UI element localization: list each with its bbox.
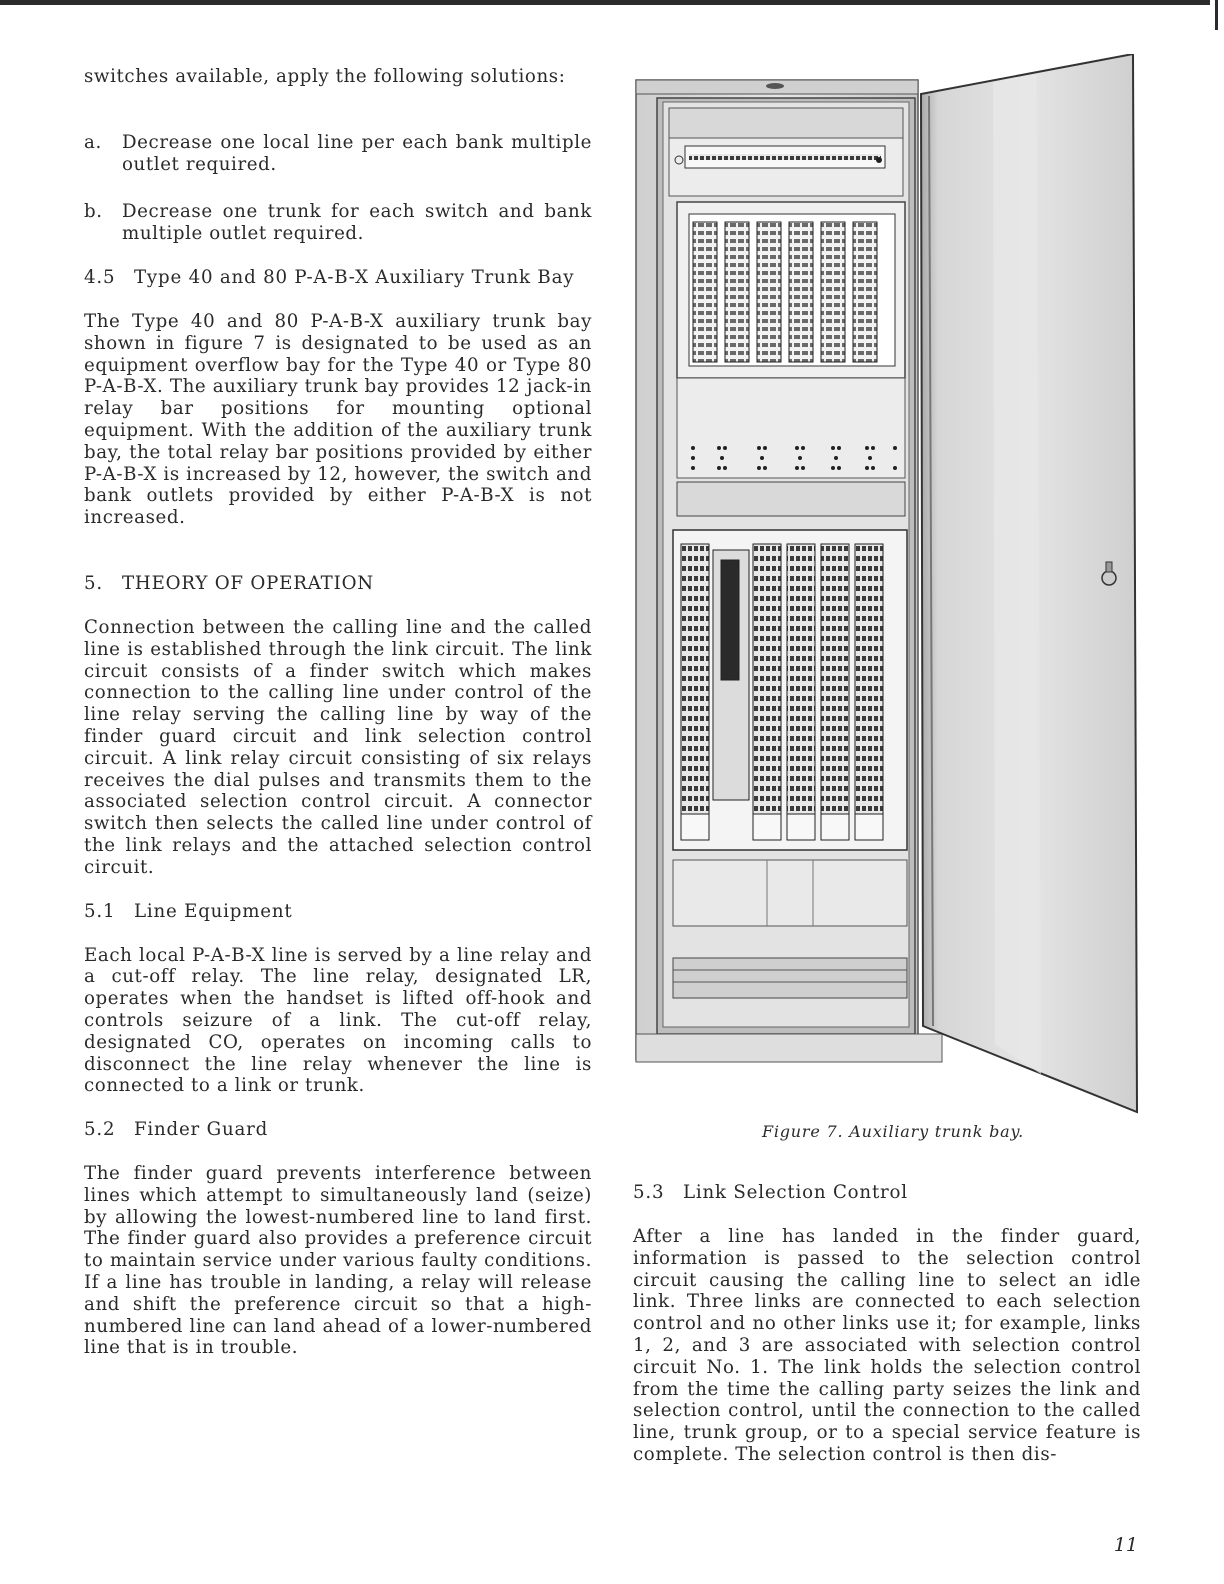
list-item-text: Decrease one trunk for each switch and bank multiple outlet required. <box>122 201 592 245</box>
section-4-5-body: The Type 40 and 80 P-A-B-X auxiliary trunk bay shown in figure 7 is designated to be used as an equipment overflow bay for the Type 40 or Type 80 P-A-B-X. The auxiliary trunk bay provides 12 jack-in relay bar positions for mounting optional equipment. With the addition of the auxiliary trunk bay, the total relay bar positions provided by either P-A-B-X is increased by 12, however, the switch and bank outlets provided by either P-A-B-X is not increased. <box>84 310 592 529</box>
section-title: Type 40 and 80 P-A-B-X Auxiliary Trunk Bay <box>134 266 575 288</box>
section-5-1-body: Each local P-A-B-X line is served by a line relay and a cut-off relay. The line relay, designated LR, operates when the handset is lifted off-hook and controls seizure of a link. The cut-off relay, designated CO, operates on incoming calls to disconnect the line relay whenever the line is connected to a link or trunk. <box>84 944 592 1097</box>
section-number: 4.5 <box>84 266 116 288</box>
page-top-border <box>0 0 1210 5</box>
section-title: Finder Guard <box>134 1119 269 1141</box>
section-title: Line Equipment <box>134 900 293 922</box>
section-number: 5. <box>84 572 103 594</box>
figure-7-photo <box>633 54 1145 1116</box>
section-number: 5.2 <box>84 1119 116 1141</box>
page-number: 11 <box>1113 1534 1138 1556</box>
section-5-heading <box>84 573 592 595</box>
section-5-body: Connection between the calling line and the called line is established through the link circuit. The link circuit consists of a finder switch which makes connection to the calling line under control of the line relay serving the calling line by way of the finder guard circuit and link selection control circuit. A link relay circuit consisting of six relays receives the dial pulses and transmits them to the associated selection control circuit. A connector switch then selects the called line under control of the link relays and the attached selection control circuit. <box>84 616 592 878</box>
section-5-3-body: After a line has landed in the finder guard, information is passed to the selection control circuit causing the calling line to select an idle link. Three links are connected to each selection control and no other links use it; for example, links 1, 2, and 3 are associated with selection control circuit No. 1. The link holds the selection control from the time the calling party seizes the link and selection control, until the connection to the called line, trunk group, or to a special service feature is complete. The selection control is then dis- <box>633 1226 1141 1465</box>
section-5-2-heading <box>84 1119 592 1141</box>
right-column <box>633 1182 1141 1466</box>
list-item-a <box>84 132 592 176</box>
left-column <box>84 66 592 1359</box>
list-item-label: b. <box>84 201 103 223</box>
list-item-b <box>84 201 592 245</box>
section-number: 5.3 <box>633 1182 665 1203</box>
section-number: 5.1 <box>84 900 116 922</box>
section-5-2-body: The finder guard prevents interference between lines which attempt to simultaneously land (seize) by allowing the lowest-numbered line to land first. The finder guard also provides a preference circuit to maintain service under various faulty conditions. If a line has trouble in landing, a relay will release and shift the preference circuit so that a high-numbered line can land ahead of a lower-numbered line that is in trouble. <box>84 1163 592 1359</box>
section-5-1-heading <box>84 901 592 923</box>
equipment-cabinet-illustration <box>633 54 1145 1116</box>
list-item-text: Decrease one local line per each bank multiple outlet required. <box>122 131 592 175</box>
section-title: Link Selection Control <box>683 1182 908 1203</box>
page-right-edge-mark <box>1215 0 1218 30</box>
section-5-3-heading <box>633 1182 1141 1204</box>
section-title: THEORY OF OPERATION <box>122 572 375 594</box>
list-item-label: a. <box>84 131 102 153</box>
figure-caption: Figure 7. Auxiliary trunk bay. <box>761 1122 1025 1141</box>
intro-line: switches available, apply the following solutions: <box>84 66 566 87</box>
section-4-5-heading <box>84 267 592 289</box>
